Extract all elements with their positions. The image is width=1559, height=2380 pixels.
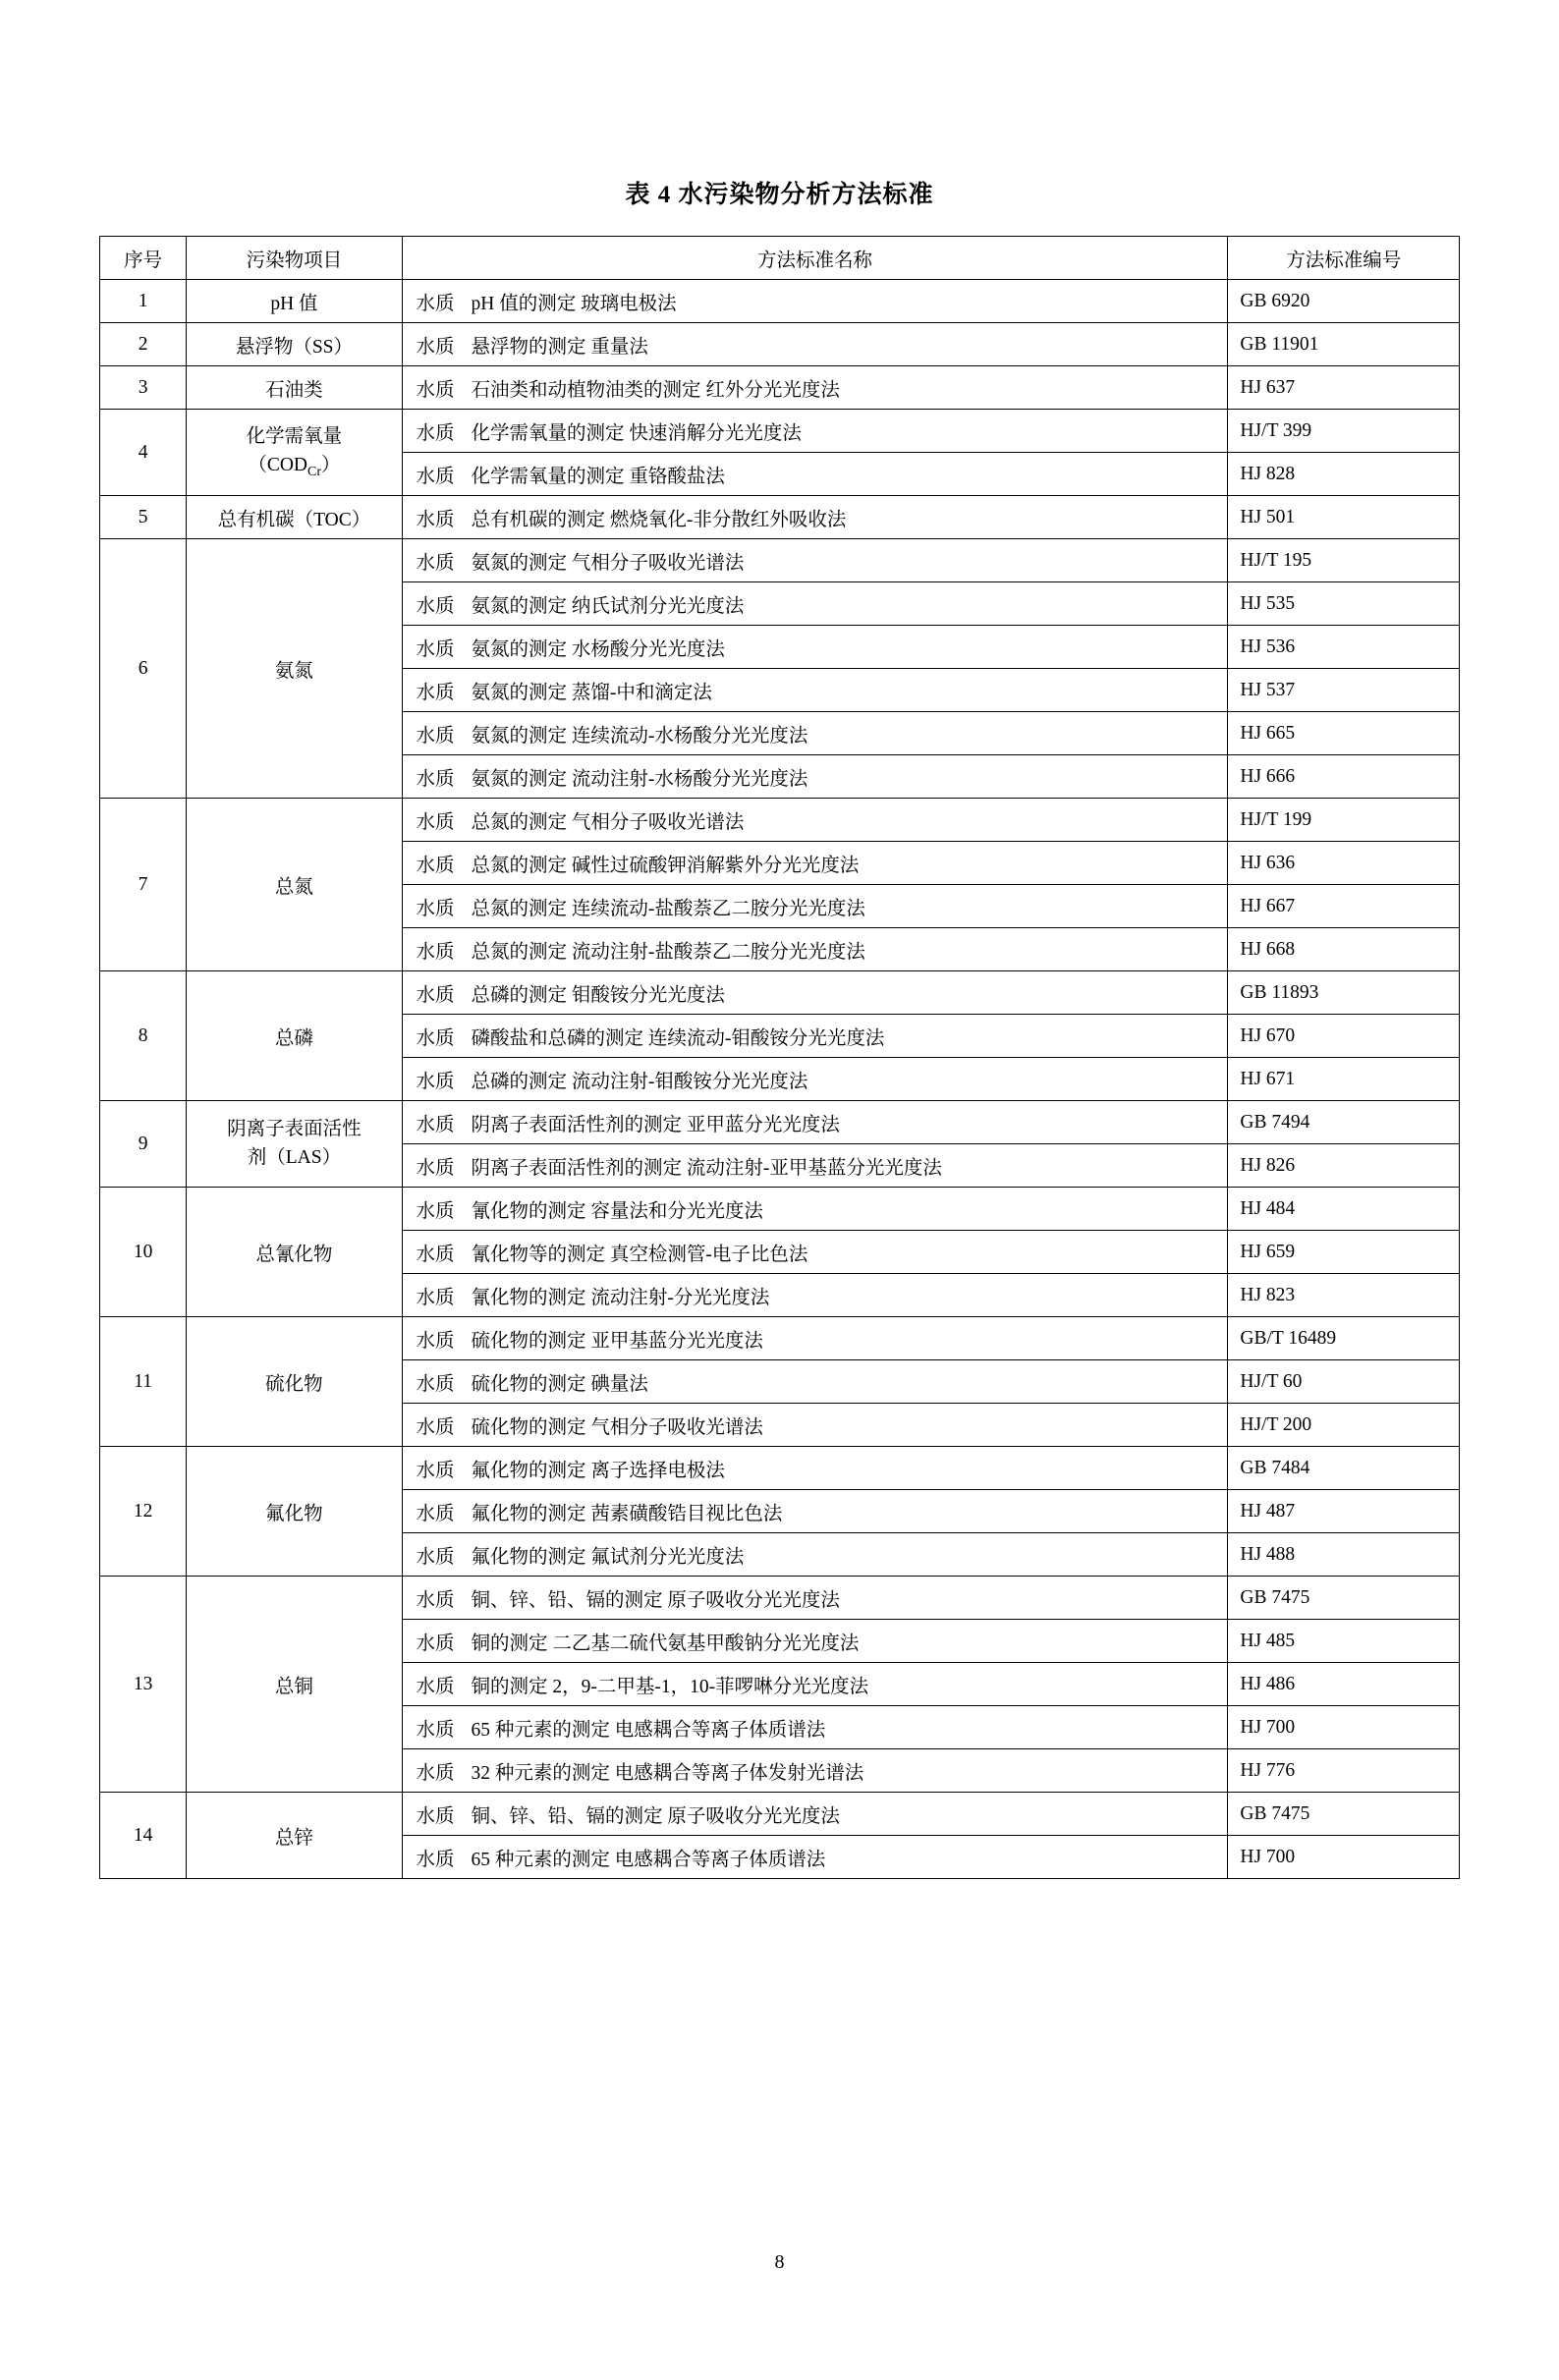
table-row — [100, 1793, 1460, 1836]
method-name-text: 总氮的测定 流动注射-盐酸萘乙二胺分光光度法 — [471, 941, 865, 963]
header-no: 序号 — [100, 237, 187, 280]
cell-method-code: GB 6920 — [1228, 280, 1460, 323]
method-name-text: 氰化物的测定 流动注射-分光光度法 — [471, 1287, 770, 1308]
cell-method-code: HJ/T 60 — [1228, 1360, 1460, 1404]
method-prefix: 水质 — [416, 1546, 455, 1568]
cell-method-code: GB 7475 — [1228, 1793, 1460, 1836]
cell-method-name — [402, 1058, 1228, 1101]
cell-pollutant-item: 总氰化物 — [187, 1188, 402, 1317]
method-prefix: 水质 — [416, 1373, 455, 1395]
cell-method-code: HJ 668 — [1228, 928, 1460, 971]
cell-method-code: HJ 487 — [1228, 1490, 1460, 1533]
method-name-text: 氨氮的测定 纳氏试剂分光光度法 — [471, 595, 745, 617]
method-name-text: 化学需氧量的测定 重铬酸盐法 — [471, 466, 725, 487]
cell-method-code: HJ 776 — [1228, 1749, 1460, 1793]
cell-method-code: GB 7494 — [1228, 1101, 1460, 1144]
method-prefix: 水质 — [416, 379, 455, 401]
cell-method-name — [402, 1144, 1228, 1188]
method-prefix: 水质 — [416, 1416, 455, 1438]
method-prefix: 水质 — [416, 1589, 455, 1611]
cell-serial-number: 9 — [100, 1101, 187, 1188]
pollutant-item-line1: 阴离子表面活性 — [227, 1119, 362, 1140]
method-prefix: 水质 — [416, 336, 455, 358]
cell-method-name — [402, 1317, 1228, 1360]
cell-method-name — [402, 1274, 1228, 1317]
method-prefix: 水质 — [416, 293, 455, 314]
cell-method-name — [402, 1577, 1228, 1620]
cell-serial-number: 13 — [100, 1577, 187, 1793]
method-prefix: 水质 — [416, 1330, 455, 1352]
cell-pollutant-item: 总有机碳（TOC） — [187, 496, 402, 539]
cell-method-code: GB 11893 — [1228, 971, 1460, 1015]
method-name-text: 总磷的测定 钼酸铵分光光度法 — [471, 984, 725, 1006]
method-prefix: 水质 — [416, 811, 455, 833]
cell-serial-number: 11 — [100, 1317, 187, 1447]
cell-method-code: HJ 667 — [1228, 885, 1460, 928]
cell-method-code: HJ 670 — [1228, 1015, 1460, 1058]
cell-pollutant-item: 总磷 — [187, 971, 402, 1101]
method-name-text: 65 种元素的测定 电感耦合等离子体质谱法 — [471, 1849, 826, 1870]
cell-serial-number: 8 — [100, 971, 187, 1101]
cell-method-code: HJ 501 — [1228, 496, 1460, 539]
method-name-text: pH 值的测定 玻璃电极法 — [471, 293, 677, 314]
method-prefix: 水质 — [416, 1805, 455, 1827]
method-name-text: 氟化物的测定 茜素磺酸锆目视比色法 — [471, 1503, 783, 1524]
cell-serial-number: 3 — [100, 366, 187, 410]
method-prefix: 水质 — [416, 1114, 455, 1135]
method-prefix: 水质 — [416, 1762, 455, 1784]
cell-method-name — [402, 1706, 1228, 1749]
cell-method-name — [402, 323, 1228, 366]
method-prefix: 水质 — [416, 1157, 455, 1179]
cell-method-name — [402, 885, 1228, 928]
cell-method-name — [402, 928, 1228, 971]
method-prefix: 水质 — [416, 984, 455, 1006]
cell-method-name — [402, 410, 1228, 453]
method-name-text: 磷酸盐和总磷的测定 连续流动-钼酸铵分光光度法 — [471, 1027, 885, 1049]
cell-method-name — [402, 453, 1228, 496]
cell-serial-number: 7 — [100, 799, 187, 971]
pollutant-item-line1: 化学需氧量 — [246, 426, 343, 448]
cell-method-name — [402, 496, 1228, 539]
cell-method-code: HJ 828 — [1228, 453, 1460, 496]
method-name-text: 阴离子表面活性剂的测定 流动注射-亚甲基蓝分光光度法 — [471, 1157, 942, 1179]
cell-pollutant-item: 总铜 — [187, 1577, 402, 1793]
cell-method-name — [402, 626, 1228, 669]
cell-method-name — [402, 755, 1228, 799]
method-prefix: 水质 — [416, 1200, 455, 1222]
method-prefix: 水质 — [416, 509, 455, 530]
method-name-text: 铜、锌、铅、镉的测定 原子吸收分光光度法 — [471, 1589, 840, 1611]
cell-pollutant-item: 总锌 — [187, 1793, 402, 1879]
method-prefix: 水质 — [416, 1027, 455, 1049]
cell-serial-number: 12 — [100, 1447, 187, 1577]
cell-method-name — [402, 1447, 1228, 1490]
cell-method-name — [402, 582, 1228, 626]
header-item: 污染物项目 — [187, 237, 402, 280]
cell-method-code: HJ 535 — [1228, 582, 1460, 626]
cell-method-name — [402, 842, 1228, 885]
method-name-text: 总氮的测定 连续流动-盐酸萘乙二胺分光光度法 — [471, 898, 865, 919]
method-prefix: 水质 — [416, 1287, 455, 1308]
table-row — [100, 539, 1460, 582]
method-name-text: 氨氮的测定 水杨酸分光光度法 — [471, 638, 725, 660]
cell-method-name — [402, 1101, 1228, 1144]
cell-method-code: GB 11901 — [1228, 323, 1460, 366]
cell-method-code: HJ/T 199 — [1228, 799, 1460, 842]
cell-method-name — [402, 366, 1228, 410]
cell-method-name — [402, 799, 1228, 842]
cell-method-code: HJ 536 — [1228, 626, 1460, 669]
cell-method-code: HJ 700 — [1228, 1706, 1460, 1749]
table-body — [100, 280, 1460, 1879]
cell-method-name — [402, 1533, 1228, 1577]
cell-pollutant-item: pH 值 — [187, 280, 402, 323]
method-prefix: 水质 — [416, 898, 455, 919]
method-name-text: 65 种元素的测定 电感耦合等离子体质谱法 — [471, 1719, 826, 1741]
cell-method-name — [402, 971, 1228, 1015]
method-name-text: 石油类和动植物油类的测定 红外分光光度法 — [471, 379, 840, 401]
cell-method-code: HJ 485 — [1228, 1620, 1460, 1663]
method-name-text: 悬浮物的测定 重量法 — [471, 336, 648, 358]
cell-method-code: HJ/T 195 — [1228, 539, 1460, 582]
method-name-text: 总有机碳的测定 燃烧氧化-非分散红外吸收法 — [471, 509, 847, 530]
cell-pollutant-item — [187, 410, 402, 496]
method-prefix: 水质 — [416, 1633, 455, 1654]
cell-method-code: HJ 826 — [1228, 1144, 1460, 1188]
cell-method-code: HJ 484 — [1228, 1188, 1460, 1231]
cell-method-code: HJ 659 — [1228, 1231, 1460, 1274]
method-prefix: 水质 — [416, 1071, 455, 1092]
cell-pollutant-item: 悬浮物（SS） — [187, 323, 402, 366]
cell-method-code: HJ 636 — [1228, 842, 1460, 885]
page-title: 表 4 水污染物分析方法标准 — [625, 182, 934, 208]
cell-method-name — [402, 669, 1228, 712]
method-name-text: 氰化物等的测定 真空检测管-电子比色法 — [471, 1244, 808, 1265]
cell-method-name — [402, 1188, 1228, 1231]
cell-method-code: GB 7475 — [1228, 1577, 1460, 1620]
method-name-text: 氟化物的测定 离子选择电极法 — [471, 1460, 725, 1481]
cell-serial-number: 14 — [100, 1793, 187, 1879]
method-name-text: 铜的测定 二乙基二硫代氨基甲酸钠分光光度法 — [471, 1633, 860, 1654]
table-row — [100, 1188, 1460, 1231]
method-name-text: 铜、锌、铅、镉的测定 原子吸收分光光度法 — [471, 1805, 840, 1827]
method-prefix: 水质 — [416, 768, 455, 790]
method-prefix: 水质 — [416, 552, 455, 574]
cell-method-name — [402, 1360, 1228, 1404]
table-row — [100, 280, 1460, 323]
method-name-text: 硫化物的测定 亚甲基蓝分光光度法 — [471, 1330, 763, 1352]
method-prefix: 水质 — [416, 1460, 455, 1481]
water-pollutant-methods-table — [99, 236, 1460, 1879]
cell-method-name — [402, 1620, 1228, 1663]
method-name-text: 氨氮的测定 蒸馏-中和滴定法 — [471, 682, 712, 703]
cell-method-code: HJ 665 — [1228, 712, 1460, 755]
cell-method-code: HJ 823 — [1228, 1274, 1460, 1317]
method-prefix: 水质 — [416, 941, 455, 963]
table-row — [100, 799, 1460, 842]
table-container — [99, 236, 1460, 1879]
method-prefix: 水质 — [416, 466, 455, 487]
method-prefix: 水质 — [416, 855, 455, 876]
cell-pollutant-item: 氨氮 — [187, 539, 402, 799]
method-prefix: 水质 — [416, 1676, 455, 1697]
cell-serial-number: 1 — [100, 280, 187, 323]
header-method-name: 方法标准名称 — [402, 237, 1228, 280]
cell-method-name — [402, 1793, 1228, 1836]
table-row — [100, 971, 1460, 1015]
method-name-text: 氨氮的测定 流动注射-水杨酸分光光度法 — [471, 768, 808, 790]
cell-method-name — [402, 1490, 1228, 1533]
cell-method-code: HJ/T 200 — [1228, 1404, 1460, 1447]
method-name-text: 氨氮的测定 连续流动-水杨酸分光光度法 — [471, 725, 808, 747]
method-prefix: 水质 — [416, 1503, 455, 1524]
cell-method-code: HJ/T 399 — [1228, 410, 1460, 453]
cell-method-code: HJ 671 — [1228, 1058, 1460, 1101]
cell-pollutant-item: 总氮 — [187, 799, 402, 971]
method-name-text: 阴离子表面活性剂的测定 亚甲蓝分光光度法 — [471, 1114, 840, 1135]
method-name-text: 氟化物的测定 氟试剂分光光度法 — [471, 1546, 745, 1568]
cell-method-name — [402, 1663, 1228, 1706]
method-prefix: 水质 — [416, 682, 455, 703]
cell-method-code: HJ 537 — [1228, 669, 1460, 712]
method-name-text: 总氮的测定 气相分子吸收光谱法 — [471, 811, 745, 833]
cell-pollutant-item: 氟化物 — [187, 1447, 402, 1577]
cell-method-name — [402, 1231, 1228, 1274]
method-prefix: 水质 — [416, 638, 455, 660]
table-row — [100, 366, 1460, 410]
page-number: 8 — [774, 2251, 785, 2273]
method-prefix: 水质 — [416, 595, 455, 617]
table-row — [100, 323, 1460, 366]
cell-pollutant-item — [187, 1101, 402, 1188]
method-name-text: 氰化物的测定 容量法和分光光度法 — [471, 1200, 763, 1222]
cell-method-name — [402, 712, 1228, 755]
cell-method-name — [402, 539, 1228, 582]
table-row — [100, 410, 1460, 453]
cell-serial-number: 2 — [100, 323, 187, 366]
table-row — [100, 496, 1460, 539]
cell-method-code: HJ 666 — [1228, 755, 1460, 799]
method-name-text: 硫化物的测定 碘量法 — [471, 1373, 648, 1395]
cell-pollutant-item: 石油类 — [187, 366, 402, 410]
table-row — [100, 1577, 1460, 1620]
method-name-text: 硫化物的测定 气相分子吸收光谱法 — [471, 1416, 763, 1438]
method-prefix: 水质 — [416, 1719, 455, 1741]
cell-method-name — [402, 1749, 1228, 1793]
header-method-code: 方法标准编号 — [1228, 237, 1460, 280]
method-name-text: 铜的测定 2，9-二甲基-1，10-菲啰啉分光光度法 — [471, 1676, 869, 1697]
method-prefix: 水质 — [416, 422, 455, 444]
table-row — [100, 1101, 1460, 1144]
document-page — [0, 175, 1559, 2380]
cell-method-code: HJ 488 — [1228, 1533, 1460, 1577]
cell-method-name — [402, 280, 1228, 323]
cell-pollutant-item: 硫化物 — [187, 1317, 402, 1447]
table-row — [100, 1317, 1460, 1360]
method-prefix: 水质 — [416, 1244, 455, 1265]
cell-serial-number: 10 — [100, 1188, 187, 1317]
cell-method-code: GB 7484 — [1228, 1447, 1460, 1490]
method-name-text: 化学需氧量的测定 快速消解分光光度法 — [471, 422, 802, 444]
cell-method-name — [402, 1404, 1228, 1447]
method-name-text: 总氮的测定 碱性过硫酸钾消解紫外分光光度法 — [471, 855, 860, 876]
pollutant-item-line2: 剂（LAS） — [247, 1146, 342, 1168]
table-row — [100, 1447, 1460, 1490]
method-prefix: 水质 — [416, 725, 455, 747]
cell-method-name — [402, 1836, 1228, 1879]
method-prefix: 水质 — [416, 1849, 455, 1870]
cell-serial-number: 6 — [100, 539, 187, 799]
method-name-text: 32 种元素的测定 电感耦合等离子体发射光谱法 — [471, 1762, 864, 1784]
method-name-text: 氨氮的测定 气相分子吸收光谱法 — [471, 552, 745, 574]
cell-method-code: HJ 486 — [1228, 1663, 1460, 1706]
cell-method-code: HJ 700 — [1228, 1836, 1460, 1879]
cell-method-name — [402, 1015, 1228, 1058]
cell-serial-number: 5 — [100, 496, 187, 539]
table-header-row — [100, 237, 1460, 280]
method-name-text: 总磷的测定 流动注射-钼酸铵分光光度法 — [471, 1071, 808, 1092]
cell-method-code: HJ 637 — [1228, 366, 1460, 410]
cell-method-code: GB/T 16489 — [1228, 1317, 1460, 1360]
cell-serial-number: 4 — [100, 410, 187, 496]
pollutant-item-line2: $(COD_{Cr})$ — [248, 454, 341, 479]
